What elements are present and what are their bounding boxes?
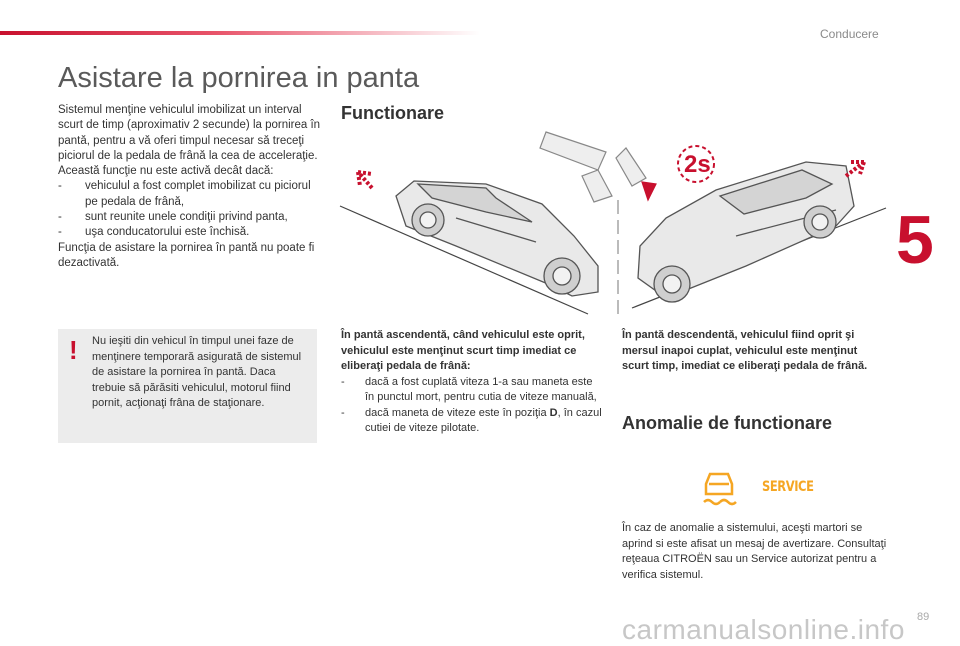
warning-icon: ! (69, 335, 78, 365)
anomalie-heading: Anomalie de functionare (622, 413, 833, 433)
page-number: 89 (917, 611, 930, 623)
list-item: - vehiculul a fost complet imobilizat cu piciorul pe pedala de frână, (58, 180, 311, 208)
arrow-left-icon (358, 172, 372, 188)
intro-condition-lead: Această funcţie nu este activă decât dacă: (58, 165, 274, 178)
warning-text: Nu ieşiti din vehicul în timpul unei faze de menţinere temporară asigurată de sistemul de asistare la pornirea în pantă. Daca trebuie să părăsiti vehiculul, motorul fiind pornit, acţionaţi frâna de staţionare. (92, 335, 302, 410)
intro-paragraph: Sistemul menţine vehiculul imobilizat un interval scurt de timp (aproximativ 2 secunde) la pornirea în pantă, pentru a vă oferi timpul necesar să treceţi piciorul de la pedala de frână la cea de acceleraţie. (58, 104, 321, 162)
intro-text (58, 103, 323, 271)
car-right-icon (638, 162, 854, 302)
uphill-intro: În pantă ascendentă, când vehiculul este oprit, vehiculul este menţinut scurt timp imediat ce eliberaţi pedala de frână: (341, 329, 585, 372)
hill-start-illustration (336, 126, 888, 318)
two-second-badge: 2s (684, 151, 711, 178)
warning-box (58, 329, 317, 443)
list-item: - dacă a fost cuplată viteza 1-a sau maneta este în punctul mort, pentru cutia de viteze manuală, (341, 375, 597, 403)
header-accent-bar (0, 31, 480, 35)
list-item: - uşa conducatorului este închisă. (58, 226, 250, 239)
functionare-heading: Functionare (341, 103, 445, 123)
watermark: carmanualsonline.info (622, 614, 905, 645)
downhill-text: În pantă descendentă, vehiculul fiind oprit şi mersul inapoi cuplat, vehiculul este menţinut scurt timp, imediat ce eliberaţi pedala de frână. (622, 329, 868, 372)
pedals-icon (540, 132, 656, 202)
section-label: Conducere (820, 27, 879, 41)
chapter-number: 5 (896, 202, 934, 278)
intro-note: Funcţia de asistare la pornirea în pantă nu poate fi dezactivată. (58, 241, 315, 269)
page-title: Asistare la pornirea in panta (58, 62, 420, 94)
arrow-right-icon (846, 162, 864, 176)
anomalie-text: În caz de anomalie a sistemului, aceşti martori se aprind si este afisat un mesaj de avertizare. Consultaţi reţeaua CITROËN sau un Service autorizat pentru a verifica sistemul. (622, 522, 887, 581)
uphill-text (341, 328, 603, 437)
service-lamp-icon: SERVICE (762, 479, 814, 495)
list-item: - sunt reunite unele condiţii privind panta, (58, 211, 288, 224)
car-left-icon (396, 181, 598, 296)
stability-control-icon (704, 474, 736, 504)
list-item: - dacă maneta de viteze este în poziţia D, în cazul cutiei de viteze pilotate. (341, 406, 602, 434)
